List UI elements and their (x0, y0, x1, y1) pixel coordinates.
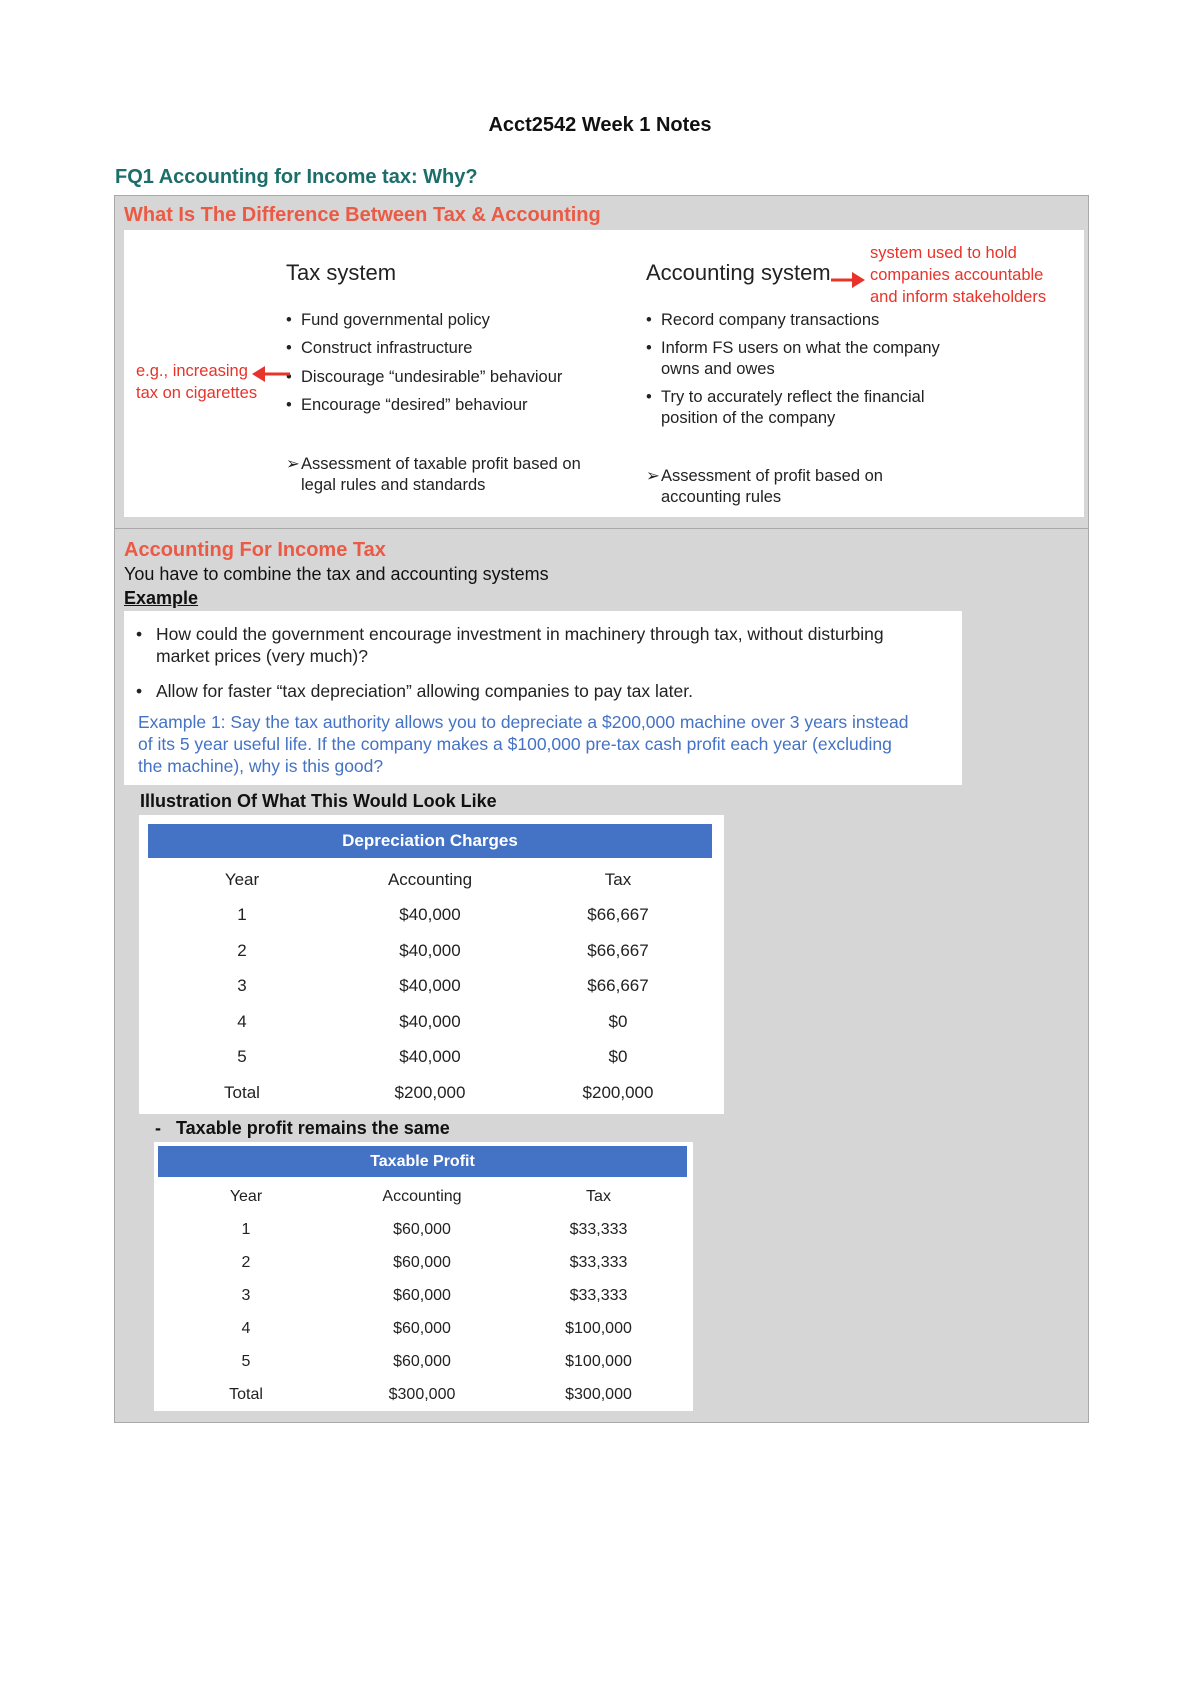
example-bullet: • How could the government encourage investment in machinery through tax, without disturbing market prices (very much)? (136, 624, 884, 666)
column-header: Tax (586, 1187, 611, 1205)
document-title: Acct2542 Week 1 Notes (488, 114, 712, 136)
table-cell: $300,000 (565, 1385, 632, 1403)
bullet-dot-icon: • (136, 624, 143, 644)
bullet-dot-icon: • (286, 396, 292, 414)
dash-bullet: - (155, 1118, 161, 1138)
bullet-dot-icon: • (286, 311, 292, 329)
table-cell: $33,333 (569, 1286, 628, 1304)
table-cell: $66,667 (587, 940, 649, 960)
table-cell: 2 (237, 940, 247, 960)
cigarette-tax-note: e.g., increasing tax on cigarettes (136, 362, 258, 402)
intro-text: You have to combine the tax and accounting systems (124, 564, 549, 584)
table-cell: $60,000 (393, 1253, 451, 1271)
table-cell: 4 (237, 1011, 247, 1031)
arrowhead-bullet-icon: ➢ (646, 467, 660, 485)
table-cell: 2 (241, 1253, 251, 1271)
tax-assessment: ➢ Assessment of taxable profit based on legal rules and standards (286, 455, 581, 494)
table-cell: $33,333 (569, 1253, 628, 1271)
table-cell: $40,000 (399, 940, 461, 960)
bullet-dot-icon: • (646, 311, 652, 329)
bullet-dot-icon: • (286, 339, 292, 357)
left-arrow-icon (252, 364, 290, 384)
tax-bullet: • Encourage “desired” behaviour (286, 396, 528, 414)
accounting-assessment: ➢ Assessment of profit based on accounting rules (646, 467, 883, 506)
bullet-dot-icon: • (646, 388, 652, 406)
table-cell: 5 (241, 1352, 251, 1370)
table-row (148, 898, 712, 934)
table-row (158, 1213, 687, 1246)
table-cell: $66,667 (587, 976, 649, 996)
table-row (158, 1279, 687, 1312)
column-header: Accounting (382, 1187, 462, 1205)
bullet-dot-icon: • (286, 368, 292, 386)
accounting-purpose-note: system used to hold companies accountable and inform stakeholders (870, 244, 1047, 306)
accounting-system-title: Accounting system (646, 260, 831, 285)
table-cell: $60,000 (393, 1286, 451, 1304)
table-row (148, 1040, 712, 1076)
taxable-profit-table-title: Taxable Profit (158, 1146, 687, 1177)
table-cell: $40,000 (399, 905, 461, 925)
depreciation-charges-table (139, 815, 724, 1114)
table-cell: Total (224, 1082, 260, 1102)
table-cell: $100,000 (565, 1319, 632, 1337)
fq-heading: FQ1 Accounting for Income tax: Why? (115, 166, 478, 188)
column-header: Year (224, 869, 260, 889)
right-arrow-icon (831, 270, 865, 290)
tax-bullet: • Discourage “undesirable” behaviour (286, 368, 563, 386)
taxable-note (155, 1118, 450, 1139)
example-bullet: • Allow for faster “tax depreciation” allowing companies to pay tax later. (136, 681, 693, 701)
table-total-row (148, 1075, 712, 1111)
table-header-row (148, 862, 712, 898)
table-cell: 1 (241, 1220, 251, 1238)
column-header: Tax (604, 869, 632, 889)
accounting-bullet: • Try to accurately reflect the financial position of the company (646, 388, 925, 427)
example-1-text: Example 1: Say the tax authority allows you to depreciate a $200,000 machine over 3 years instead of its 5 year useful life. If the company makes a $100,000 pre-tax cash profit each year (excluding the machine), why is this good? (138, 712, 909, 776)
table-total-row (158, 1378, 687, 1411)
table-cell: $0 (608, 1047, 628, 1067)
taxable-profit-table-grid (158, 1180, 687, 1411)
table-header-row (158, 1180, 687, 1213)
table-cell: $40,000 (399, 976, 461, 996)
income-tax-heading: Accounting For Income Tax (124, 539, 386, 561)
tax-bullet: • Construct infrastructure (286, 339, 473, 357)
table-cell: $40,000 (399, 1011, 461, 1031)
difference-section (114, 195, 1089, 529)
table-cell: $60,000 (393, 1220, 451, 1238)
column-header: Year (229, 1187, 263, 1205)
table-cell: 1 (237, 905, 247, 925)
table-cell: $300,000 (388, 1385, 456, 1403)
table-row (148, 933, 712, 969)
example-slide (124, 611, 962, 785)
accounting-bullet: • Record company transactions (646, 311, 880, 329)
table-cell: $60,000 (393, 1319, 451, 1337)
table-cell: $0 (608, 1011, 628, 1031)
table-row (148, 969, 712, 1005)
table-cell: 3 (241, 1286, 251, 1304)
table-cell: $33,333 (569, 1220, 628, 1238)
taxable-note-text: Taxable profit remains the same (176, 1118, 450, 1138)
table-row (158, 1312, 687, 1345)
table-row (148, 1004, 712, 1040)
table-cell: $100,000 (565, 1352, 632, 1370)
table-cell: $60,000 (393, 1352, 451, 1370)
arrowhead-bullet-icon: ➢ (286, 455, 300, 473)
accounting-bullet: • Inform FS users on what the company owns and owes (646, 339, 940, 378)
table-cell: $40,000 (399, 1047, 461, 1067)
table-cell: 5 (237, 1047, 247, 1067)
table-cell: $66,667 (587, 905, 649, 925)
bullet-dot-icon: • (136, 681, 143, 701)
depreciation-table-title: Depreciation Charges (148, 824, 712, 858)
tax-bullet: • Fund governmental policy (286, 311, 490, 329)
example-label: Example (124, 588, 199, 608)
tax-vs-accounting-slide (124, 230, 1084, 517)
accounting-for-income-tax-section (114, 529, 1089, 1423)
depreciation-table-grid (148, 862, 712, 1111)
bullet-dot-icon: • (646, 339, 652, 357)
illustration-label: Illustration Of What This Would Look Like (140, 791, 497, 811)
table-cell: $200,000 (582, 1082, 654, 1102)
column-header: Accounting (387, 869, 473, 889)
table-row (158, 1246, 687, 1279)
table-cell: Total (229, 1385, 263, 1403)
table-cell: 4 (241, 1319, 251, 1337)
tax-system-title: Tax system (286, 260, 397, 285)
table-cell: 3 (237, 976, 247, 996)
taxable-profit-table (154, 1142, 693, 1411)
table-cell: $200,000 (394, 1082, 466, 1102)
difference-heading: What Is The Difference Between Tax & Accounting (124, 204, 601, 226)
table-row (158, 1345, 687, 1378)
